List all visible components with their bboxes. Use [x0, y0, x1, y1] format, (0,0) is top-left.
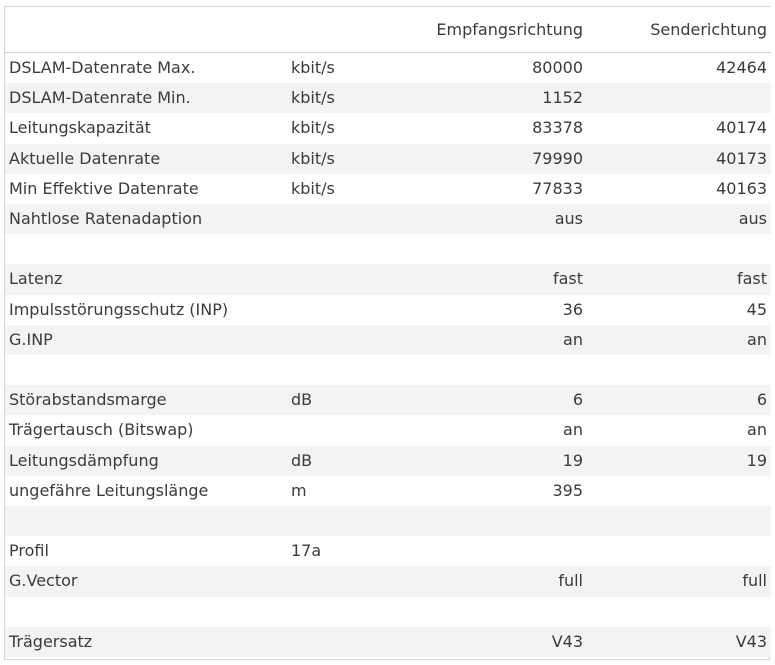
row-downstream-value: [417, 536, 587, 566]
table-row: [5, 627, 771, 657]
row-label: Trägersatz: [9, 631, 93, 651]
row-downstream-value: [417, 234, 587, 264]
header-downstream: Empfangsrichtung: [417, 7, 587, 53]
row-downstream-value: [417, 355, 587, 385]
table-row: [5, 174, 771, 204]
row-label: G.INP: [9, 329, 53, 349]
row-upstream-value: V43: [735, 631, 767, 651]
row-downstream-value: full: [558, 571, 583, 591]
row-downstream-value: 1152: [542, 88, 583, 108]
row-unit: kbit/s: [291, 58, 335, 77]
row-label: Nahtlose Ratenadaption: [9, 209, 203, 229]
row-upstream-value: 6: [756, 390, 767, 410]
row-upstream-value: 40174: [716, 118, 767, 138]
table-header: [5, 7, 771, 53]
row-unit: kbit/s: [291, 118, 335, 138]
table-body: [5, 53, 771, 658]
row-unit: [287, 264, 417, 294]
table-row: [5, 113, 771, 143]
row-unit: [287, 234, 417, 264]
row-unit: [287, 295, 417, 325]
row-upstream-value: aus: [738, 209, 767, 229]
row-label: Trägertausch (Bitswap): [9, 420, 194, 440]
table-row: [5, 355, 771, 385]
row-upstream-value: an: [747, 420, 767, 440]
row-unit: [287, 506, 417, 536]
table-row: [5, 506, 771, 536]
row-label: [5, 234, 287, 264]
row-upstream-value: full: [742, 571, 767, 591]
row-upstream-value: 40173: [716, 148, 767, 168]
row-upstream-value: [587, 536, 771, 566]
table-row: [5, 234, 771, 264]
table-row: [5, 566, 771, 596]
row-unit: kbit/s: [291, 178, 335, 198]
row-unit: [287, 415, 417, 445]
row-downstream-value: 83378: [532, 118, 583, 138]
row-downstream-value: 80000: [532, 58, 583, 77]
row-downstream-value: aus: [554, 209, 583, 229]
row-downstream-value: [417, 597, 587, 627]
table-row: [5, 385, 771, 415]
header-unit: [287, 7, 417, 53]
row-downstream-value: 19: [562, 450, 583, 470]
row-label: Min Effektive Datenrate: [9, 178, 199, 198]
header-label: [5, 7, 287, 53]
row-upstream-value: [587, 506, 771, 536]
table-row: [5, 597, 771, 627]
row-unit: [287, 204, 417, 234]
table-row: [5, 415, 771, 445]
table-row: [5, 83, 771, 113]
row-unit: [287, 597, 417, 627]
table-row: [5, 204, 771, 234]
row-label: Latenz: [9, 269, 63, 289]
dsl-info-table-container: [4, 6, 770, 660]
row-unit: [287, 355, 417, 385]
row-downstream-value: 79990: [532, 148, 583, 168]
row-unit: [287, 325, 417, 355]
row-label: [5, 506, 287, 536]
row-upstream-value: an: [747, 329, 767, 349]
table-row: [5, 476, 771, 506]
row-downstream-value: 36: [562, 299, 583, 319]
row-upstream-value: 42464: [716, 58, 767, 77]
row-upstream-value: 19: [746, 450, 767, 470]
row-label: Impulsstörungsschutz (INP): [9, 299, 229, 319]
row-downstream-value: 6: [572, 390, 583, 410]
table-row: [5, 446, 771, 476]
row-label: Störabstandsmarge: [9, 390, 167, 410]
row-label: DSLAM-Datenrate Min.: [9, 88, 191, 108]
table-row: [5, 295, 771, 325]
row-downstream-value: fast: [552, 269, 583, 289]
row-upstream-value: fast: [736, 269, 767, 289]
row-upstream-value: [587, 597, 771, 627]
table-row: [5, 536, 771, 566]
row-upstream-value: [587, 234, 771, 264]
row-upstream-value: [587, 355, 771, 385]
row-unit: [287, 566, 417, 596]
row-downstream-value: 395: [552, 480, 583, 500]
row-unit: kbit/s: [291, 148, 335, 168]
row-downstream-value: an: [563, 420, 583, 440]
row-upstream-value: 45: [746, 299, 767, 319]
row-downstream-value: V43: [551, 631, 583, 651]
row-upstream-value: [587, 476, 771, 506]
row-label: [5, 597, 287, 627]
row-label: [5, 355, 287, 385]
header-row: [5, 7, 771, 53]
row-label: Aktuelle Datenrate: [9, 148, 161, 168]
row-unit: dB: [291, 450, 313, 470]
row-label: G.Vector: [9, 571, 78, 591]
table-row: [5, 144, 771, 174]
table-row: [5, 53, 771, 84]
row-unit: m: [291, 480, 307, 500]
row-unit: [287, 627, 417, 657]
row-label: DSLAM-Datenrate Max.: [9, 58, 196, 77]
row-label: Leitungsdämpfung: [9, 450, 159, 470]
dsl-info-table: [5, 7, 771, 657]
row-label: ungefähre Leitungslänge: [9, 480, 209, 500]
row-unit: dB: [291, 390, 313, 410]
row-downstream-value: [417, 506, 587, 536]
row-label: Profil: [9, 541, 49, 561]
row-downstream-value: an: [563, 329, 583, 349]
row-upstream-value: 40163: [716, 178, 767, 198]
row-unit: kbit/s: [291, 88, 335, 108]
row-unit: 17a: [291, 541, 322, 561]
table-row: [5, 325, 771, 355]
row-downstream-value: 77833: [532, 178, 583, 198]
row-label: Leitungskapazität: [9, 118, 151, 138]
row-upstream-value: [587, 83, 771, 113]
table-row: [5, 264, 771, 294]
header-upstream: Senderichtung: [587, 7, 771, 53]
